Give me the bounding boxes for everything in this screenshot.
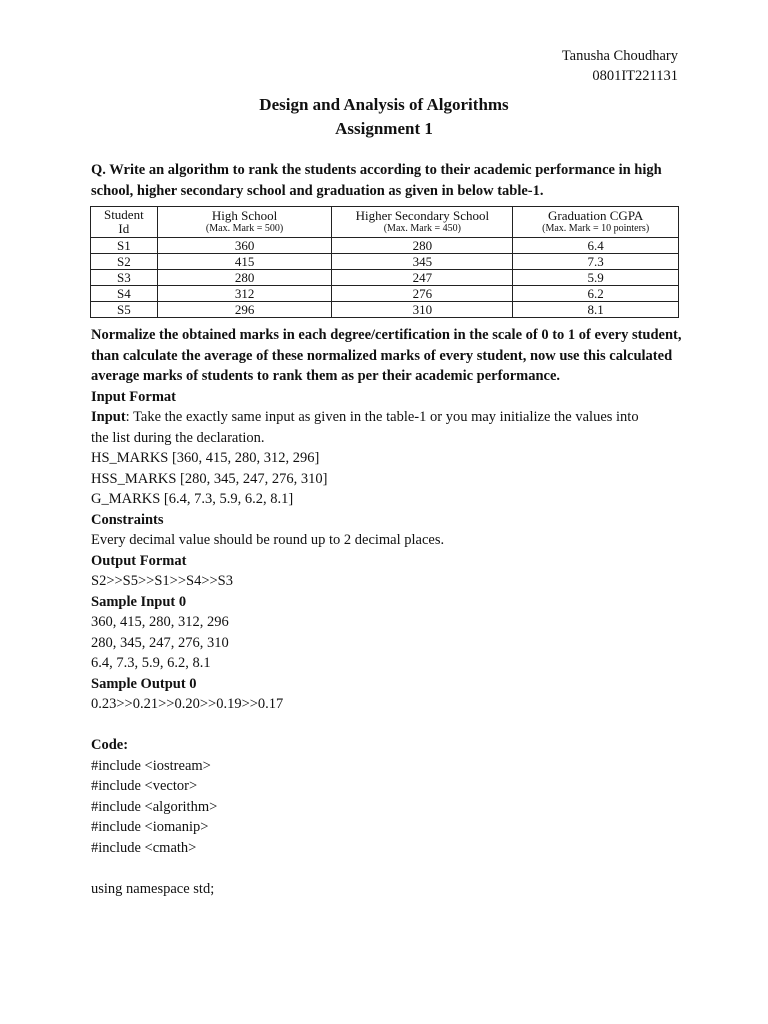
table-cell: 415: [157, 254, 332, 270]
sample-input-heading: Sample Input 0: [91, 593, 187, 610]
code-heading: Code:: [91, 737, 129, 753]
constraints-text: Every decimal value should be round up to 2 decimal places.: [91, 532, 445, 548]
assignment-title: Assignment 1: [335, 119, 433, 138]
title-block: [0, 93, 768, 141]
table-row: [91, 270, 679, 286]
course-title: Design and Analysis of Algorithms: [259, 95, 509, 114]
table-cell: S5: [91, 302, 158, 318]
table-cell: S2: [91, 254, 158, 270]
blank-line: [91, 858, 691, 879]
input-paragraph-line-1: [91, 407, 691, 428]
blank-line: [91, 715, 691, 736]
table-row: [91, 238, 679, 254]
input-text: : Take the exactly same input as given in the table-1 or you may initialize the values into: [125, 409, 639, 425]
input-paragraph-line-2: the list during the declaration.: [91, 429, 265, 446]
header-main: Student: [103, 207, 144, 222]
header-main: Higher Secondary School: [355, 208, 490, 223]
marks-table: [90, 206, 679, 318]
sample-input-line: 360, 415, 280, 312, 296: [91, 614, 229, 630]
assignment-body: [91, 325, 691, 899]
header-main: Graduation CGPA: [548, 208, 644, 223]
table-cell: 8.1: [513, 302, 679, 318]
code-line: #include <algorithm>: [91, 798, 218, 815]
sample-input-line: 280, 345, 247, 276, 310: [91, 634, 229, 651]
table-cell: 280: [157, 270, 332, 286]
using-namespace-line: using namespace std;: [91, 880, 215, 897]
table-cell: S1: [91, 238, 158, 254]
header-graduation: [513, 207, 679, 238]
header-sub: (Max. Mark = 450): [383, 223, 462, 234]
table-cell: 345: [332, 254, 513, 270]
header-high-school: [157, 207, 332, 238]
normalize-instructions: Normalize the obtained marks in each degree/certification in the scale of 0 to 1 of every student, than calculate the average of these normalized marks of every student, now use this calculated average marks of students to rank them as per their academic performance.: [91, 327, 682, 384]
code-line: #include <vector>: [91, 778, 198, 794]
table-cell: 5.9: [513, 270, 679, 286]
header-sub: (Max. Mark = 10 pointers): [542, 223, 650, 234]
output-format-heading: Output Format: [91, 552, 187, 569]
table-cell: 247: [332, 270, 513, 286]
input-format-heading: Input Format: [91, 388, 176, 405]
table-row: [91, 286, 679, 302]
sample-output-text: 0.23>>0.21>>0.20>>0.19>>0.17: [91, 696, 284, 712]
output-format-text: S2>>S5>>S1>>S4>>S3: [91, 573, 233, 589]
table-cell: 312: [157, 286, 332, 302]
code-line: #include <iomanip>: [91, 819, 209, 835]
author-id: 0801IT221131: [592, 68, 678, 84]
table-cell: 276: [332, 286, 513, 302]
header-higher-secondary: [332, 207, 513, 238]
table-cell: S3: [91, 270, 158, 286]
table-cell: 296: [157, 302, 332, 318]
input-label: Input: [91, 409, 126, 425]
table-cell: 280: [332, 238, 513, 254]
table-row: [91, 254, 679, 270]
table-row: [91, 302, 679, 318]
header-sub: Id: [118, 221, 130, 236]
table-cell: S4: [91, 286, 158, 302]
code-line: #include <cmath>: [91, 839, 197, 856]
header-main: High School: [211, 208, 278, 223]
table-cell: 360: [157, 238, 332, 254]
sample-input-line: 6.4, 7.3, 5.9, 6.2, 8.1: [91, 655, 211, 671]
table-header-row: [91, 207, 679, 238]
sample-output-heading: Sample Output 0: [91, 675, 197, 692]
g-marks-line: G_MARKS [6.4, 7.3, 5.9, 6.2, 8.1]: [91, 491, 294, 507]
header-sub: (Max. Mark = 500): [205, 223, 284, 234]
table-cell: 6.4: [513, 238, 679, 254]
hss-marks-line: HSS_MARKS [280, 345, 247, 276, 310]: [91, 470, 328, 487]
question-text: Q. Write an algorithm to rank the students according to their academic performance in high school, higher secondary school and graduation as given in below table-1.: [91, 162, 662, 199]
code-line: #include <iostream>: [91, 757, 211, 774]
author-block: [562, 46, 678, 86]
author-name: Tanusha Choudhary: [561, 48, 678, 64]
hs-marks-line: HS_MARKS [360, 415, 280, 312, 296]: [91, 450, 320, 466]
table-cell: 7.3: [513, 254, 679, 270]
table-cell: 310: [332, 302, 513, 318]
header-student-id: [91, 207, 158, 238]
table-cell: 6.2: [513, 286, 679, 302]
constraints-heading: Constraints: [91, 511, 164, 528]
